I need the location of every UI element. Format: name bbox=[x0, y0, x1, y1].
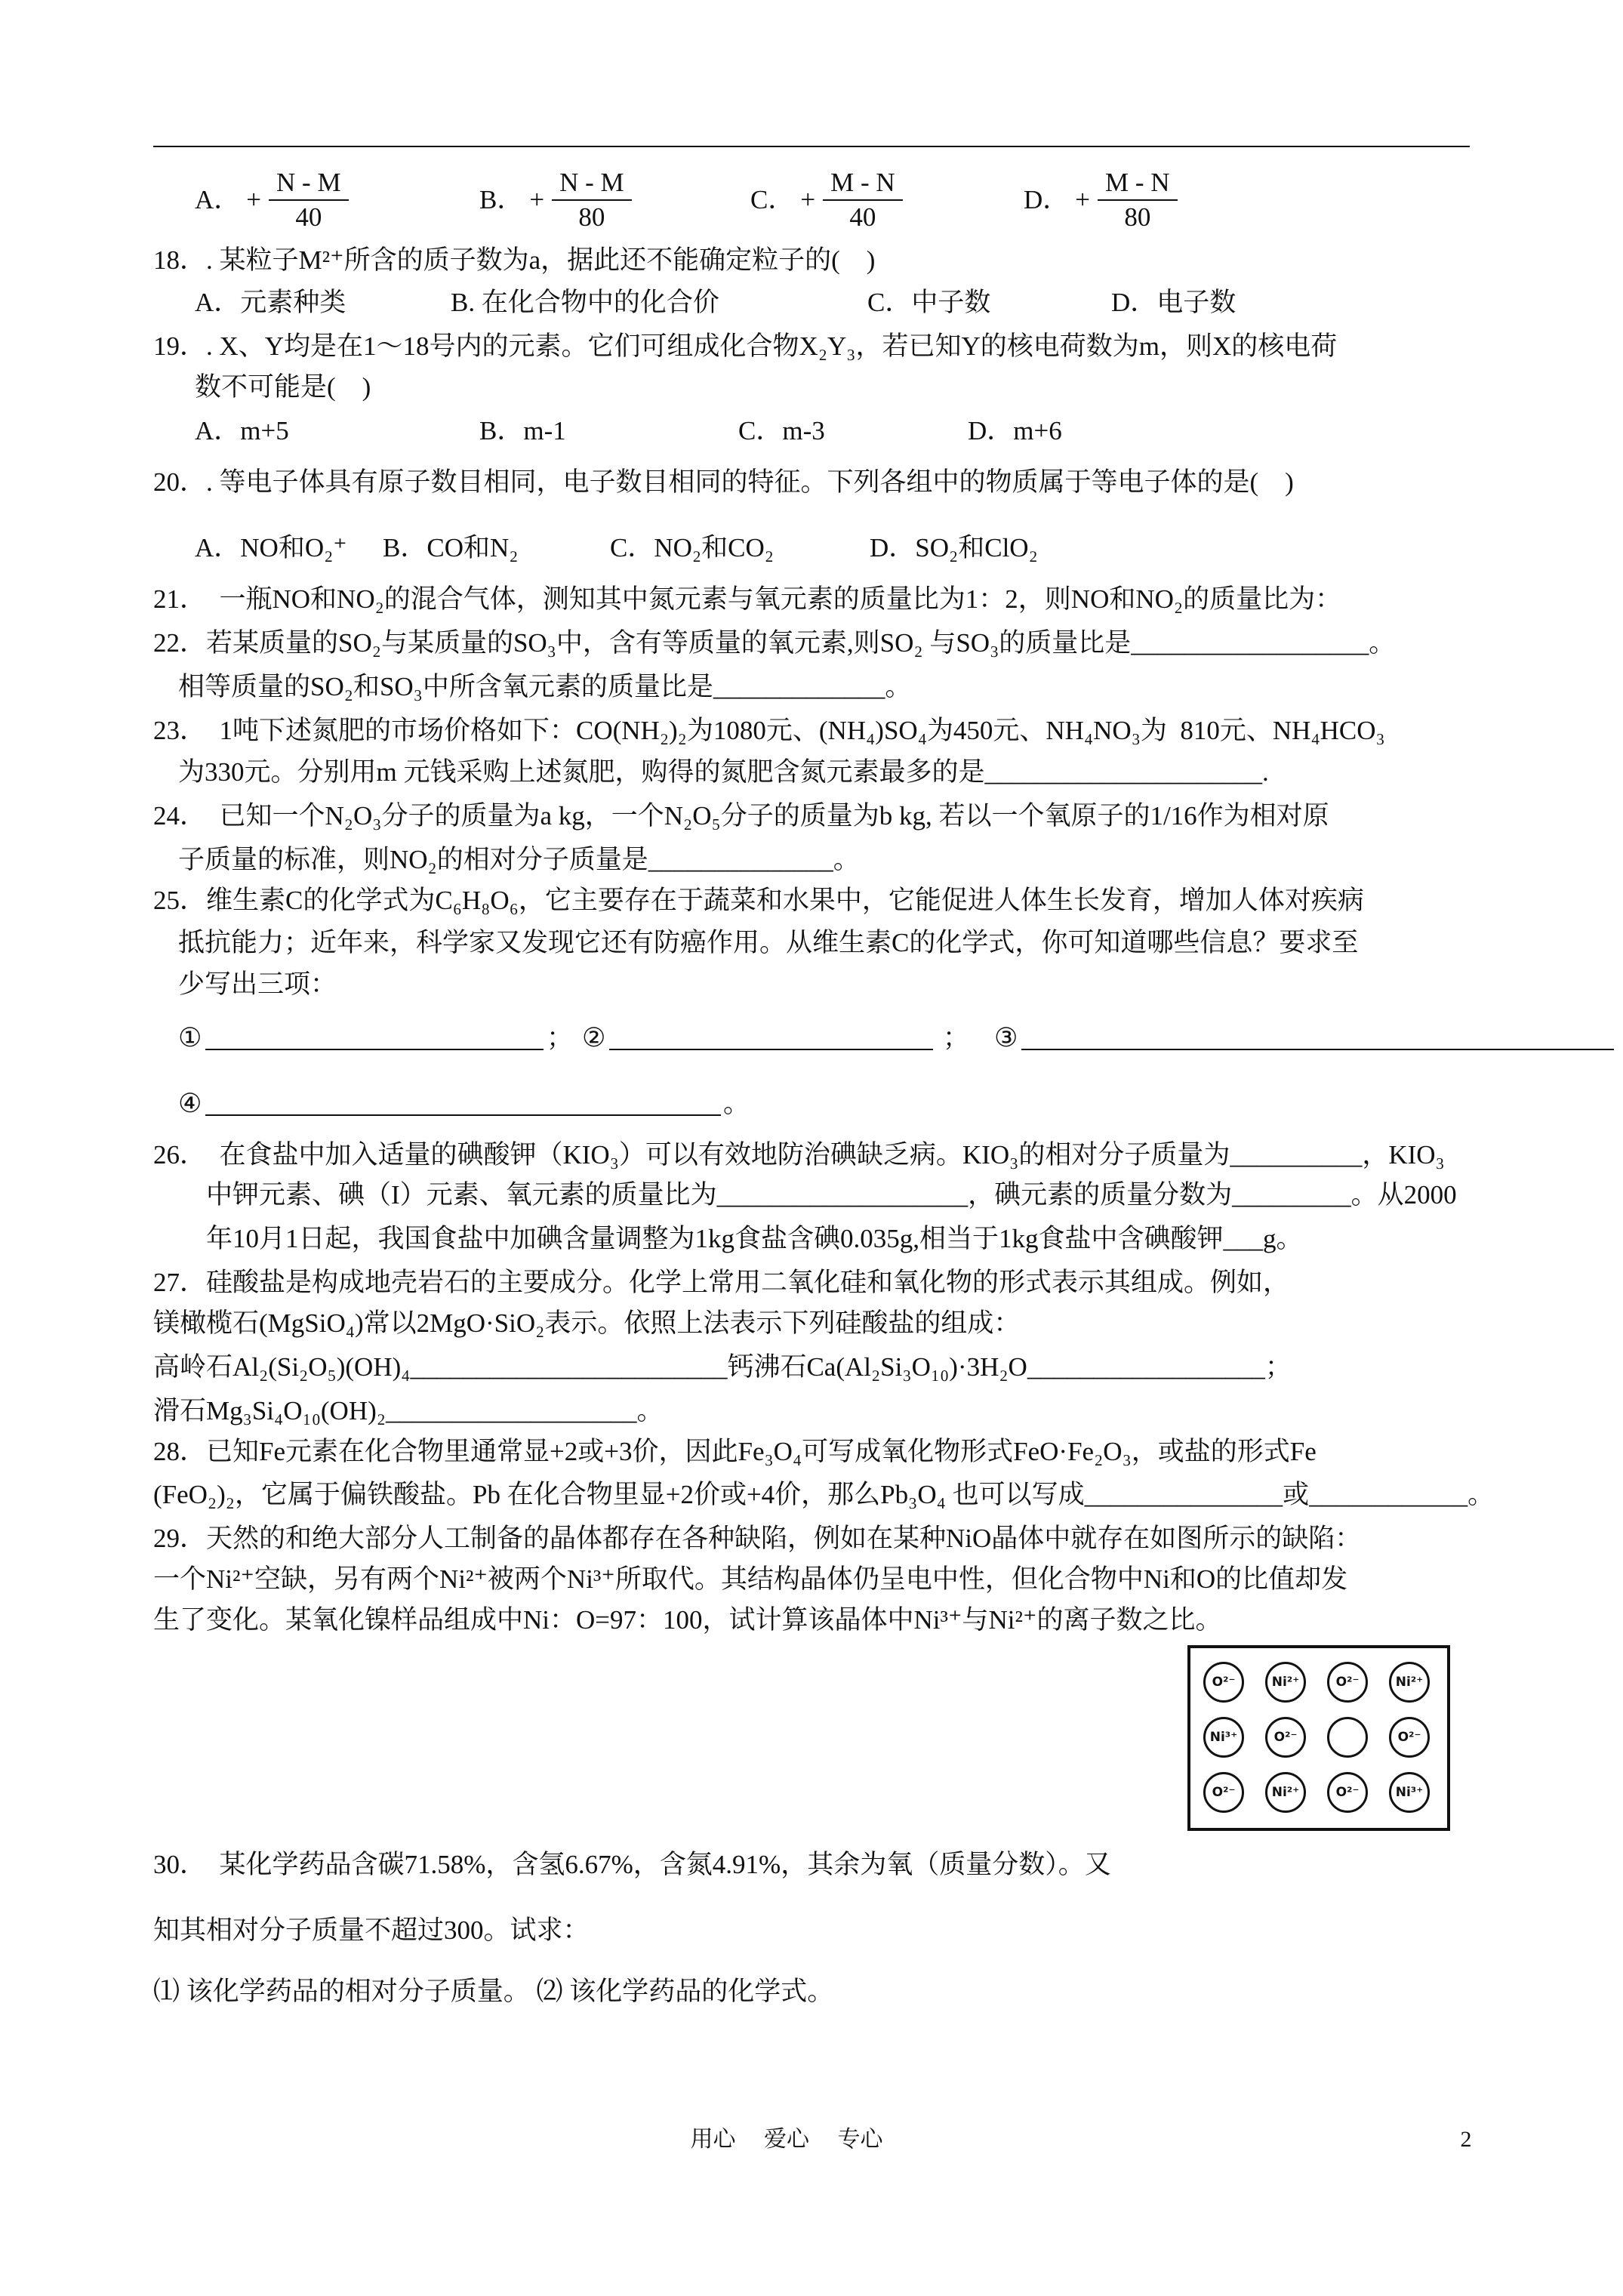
answer-blank-2 bbox=[609, 1023, 933, 1050]
question-19-option-b: B．m-1 bbox=[479, 416, 566, 445]
question-30-line-3: ⑴ 该化学药品的相对分子质量。 ⑵ 该化学药品的化学式。 bbox=[153, 1977, 834, 2006]
question-30-line-2: 知其相对分子质量不超过300。试求： bbox=[153, 1915, 590, 1945]
question-20-option-d: D．SO₂和ClO₂ bbox=[870, 533, 1038, 562]
question-26-line-1: 26． 在食盐中加入适量的碘酸钾（KIO₃）可以有效地防治碘缺乏病。KIO₃的相对分子质量为__________，KIO₃ bbox=[153, 1140, 1445, 1170]
answer-separator-3: 。 bbox=[723, 1089, 750, 1118]
answer-label-2: ② bbox=[582, 1023, 606, 1052]
question-29-line-2: 一个Ni²⁺空缺，另有两个Ni²⁺被两个Ni³⁺所取代。其结构晶体仍呈电中性，但化合物中Ni和O的比值却发 bbox=[153, 1564, 1348, 1594]
question-23-line-1: 23． 1吨下述氮肥的市场价格如下：CO(NH₂)₂为1080元、(NH₄)SO₄为450元、NH₄NO₃为 810元、NH₄HCO₃ bbox=[153, 716, 1385, 745]
fraction-denominator: 40 bbox=[295, 202, 322, 232]
ion-circle: O²⁻ bbox=[1389, 1717, 1430, 1758]
question-18-option-c: C．中子数 bbox=[867, 288, 991, 317]
question-25-line-3: 少写出三项： bbox=[178, 969, 337, 999]
question-19-option-d: D．m+6 bbox=[968, 416, 1062, 445]
question-25-line-2: 抵抗能力；近年来，科学家又发现它还有防癌作用。从维生素C的化学式，你可知道哪些信息？要求至 bbox=[178, 928, 1359, 957]
ion-circle: O²⁻ bbox=[1203, 1662, 1244, 1703]
fraction bbox=[1098, 166, 1178, 234]
question-18-option-b: B. 在化合物中的化合价 bbox=[451, 288, 719, 317]
question-20-option-a: A．NO和O₂⁺ bbox=[195, 533, 347, 562]
header-rule bbox=[153, 146, 1470, 147]
question-20-option-c: C．NO₂和CO₂ bbox=[610, 533, 774, 562]
fraction-numerator: M - N bbox=[1098, 166, 1178, 201]
answer-label-1: ① bbox=[178, 1023, 202, 1052]
fraction-numerator: N - M bbox=[552, 166, 632, 201]
fraction bbox=[269, 166, 349, 234]
ion-circle: Ni³⁺ bbox=[1389, 1772, 1430, 1813]
question-17-option-c bbox=[750, 166, 903, 234]
question-17-option-d bbox=[1024, 166, 1178, 234]
question-17-option-a bbox=[195, 166, 349, 234]
vacancy-circle bbox=[1327, 1717, 1368, 1758]
question-28-line-2: (FeO₂)₂，它属于偏铁酸盐。Pb 在化合物里显+2价或+4价，那么Pb₃O₄ 也可以写成_______________或____________。 bbox=[153, 1480, 1495, 1509]
question-20-option-b: B．CO和N₂ bbox=[383, 533, 519, 562]
answer-label-4: ④ bbox=[178, 1089, 202, 1118]
question-22-line-2: 相等质量的SO₂和SO₃中所含氧元素的质量比是_____________。 bbox=[178, 672, 912, 701]
ion-circle: Ni²⁺ bbox=[1265, 1662, 1306, 1703]
answer-separator-2: ； bbox=[943, 1023, 970, 1052]
question-27-line-4: 滑石Mg₃Si₄O₁₀(OH)₂___________________。 bbox=[153, 1396, 664, 1425]
question-19-stem-line-2: 数不可能是( ) bbox=[195, 372, 371, 402]
question-22-line-1: 22．若某质量的SO₂与某质量的SO₃中，含有等质量的氧元素,则SO₂ 与SO₃的质量比是__________________。 bbox=[153, 628, 1396, 658]
answer-blank-4 bbox=[205, 1089, 721, 1116]
answer-separator-1: ； bbox=[547, 1023, 574, 1052]
question-19-option-c: C．m-3 bbox=[738, 416, 825, 445]
answer-blank-3 bbox=[1021, 1023, 1614, 1050]
ion-circle: Ni³⁺ bbox=[1203, 1717, 1244, 1758]
fraction-numerator: N - M bbox=[269, 166, 349, 201]
option-sign: + bbox=[800, 185, 816, 214]
question-18-option-d: D．电子数 bbox=[1111, 288, 1236, 317]
question-29-line-1: 29．天然的和绝大部分人工制备的晶体都存在各种缺陷，例如在某种NiO晶体中就存在如图所示的缺陷： bbox=[153, 1524, 1362, 1553]
question-26-line-2: 中钾元素、碘（I）元素、氧元素的质量比为___________________，碘元素的质量分数为_________。从2000 bbox=[206, 1180, 1457, 1210]
question-30-line-1: 30． 某化学药品含碳71.58%，含氢6.67%，含氮4.91%，其余为氧（质量分数）。又 bbox=[153, 1850, 1111, 1879]
question-23-line-2: 为330元。分别用m 元钱采购上述氮肥，购得的氮肥含氮元素最多的是_____________________. bbox=[178, 757, 1269, 787]
answer-label-3: ③ bbox=[994, 1023, 1018, 1052]
option-label: A． bbox=[195, 185, 241, 214]
question-18-option-a: A．元素种类 bbox=[195, 288, 346, 317]
question-21-line-1: 21． 一瓶NO和NO₂的混合气体，测知其中氮元素与氧元素的质量比为1：2，则NO和NO₂的质量比为： bbox=[153, 584, 1342, 614]
question-19-option-a: A．m+5 bbox=[195, 416, 289, 445]
question-17-option-b bbox=[479, 166, 632, 234]
ion-circle: O²⁻ bbox=[1327, 1772, 1368, 1813]
question-27-line-3: 高岭石Al₂(Si₂O₅)(OH)₄________________________钙沸石Ca(Al₂Si₃O₁₀)·3H₂O__________________； bbox=[153, 1352, 1292, 1382]
option-label: B． bbox=[479, 185, 524, 214]
fraction-denominator: 40 bbox=[849, 202, 876, 232]
question-20-stem: 20．. 等电子体具有原子数目相同，电子数目相同的特征。下列各组中的物质属于等电子体的是( ) bbox=[153, 467, 1294, 497]
nio-crystal-defect-figure bbox=[1187, 1645, 1450, 1831]
question-29-line-3: 生了变化。某氧化镍样品组成中Ni：O=97：100，试计算该晶体中Ni³⁺与Ni²⁺的离子数之比。 bbox=[153, 1605, 1222, 1635]
ion-circle: O²⁻ bbox=[1265, 1717, 1306, 1758]
footer-motto: 用心 爱心 专心 bbox=[690, 2127, 883, 2152]
ion-circle: O²⁻ bbox=[1327, 1662, 1368, 1703]
page-number: 2 bbox=[1460, 2127, 1472, 2152]
question-27-line-2: 镁橄榄石(MgSiO₄)常以2MgO·SiO₂表示。依照上法表示下列硅酸盐的组成： bbox=[153, 1308, 1021, 1338]
option-sign: + bbox=[529, 185, 545, 214]
fraction bbox=[552, 166, 632, 234]
answer-blank-1 bbox=[205, 1023, 544, 1050]
question-19-stem-line-1: 19．. X、Y均是在1～18号内的元素。它们可组成化合物X₂Y₃，若已知Y的核电荷数为m，则X的核电荷 bbox=[153, 331, 1338, 361]
question-25-line-1: 25．维生素C的化学式为C₆H₈O₆，它主要存在于蔬菜和水果中，它能促进人体生长发育，增加人体对疾病 bbox=[153, 886, 1364, 915]
ion-grid bbox=[1203, 1662, 1447, 1813]
ion-circle: Ni²⁺ bbox=[1389, 1662, 1430, 1703]
fraction-numerator: M - N bbox=[823, 166, 903, 201]
option-sign: + bbox=[246, 185, 262, 214]
question-24-line-2: 子质量的标准，则NO₂的相对分子质量是______________。 bbox=[178, 845, 860, 874]
option-label: C． bbox=[750, 185, 795, 214]
question-27-line-1: 27．硅酸盐是构成地壳岩石的主要成分。化学上常用二氧化硅和氧化物的形式表示其组成。例如， bbox=[153, 1268, 1290, 1297]
option-sign: + bbox=[1075, 185, 1091, 214]
question-18-stem: 18．. 某粒子M²⁺所含的质子数为a，据此还不能确定粒子的( ) bbox=[153, 245, 876, 275]
fraction bbox=[823, 166, 903, 234]
question-28-line-1: 28．已知Fe元素在化合物里通常显+2或+3价，因此Fe₃O₄可写成氧化物形式FeO·Fe₂O₃，或盐的形式Fe bbox=[153, 1437, 1317, 1466]
fraction-denominator: 80 bbox=[578, 202, 605, 232]
ion-circle: O²⁻ bbox=[1203, 1772, 1244, 1813]
question-26-line-3: 年10月1日起，我国食盐中加碘含量调整为1kg食盐含碘0.035g,相当于1kg食盐中含碘酸钾___g。 bbox=[206, 1224, 1303, 1253]
fraction-denominator: 80 bbox=[1124, 202, 1151, 232]
ion-circle: Ni²⁺ bbox=[1265, 1772, 1306, 1813]
question-24-line-1: 24． 已知一个N₂O₃分子的质量为a kg，一个N₂O₅分子的质量为b kg, 若以一个氧原子的1/16作为相对原 bbox=[153, 801, 1329, 831]
option-label: D． bbox=[1024, 185, 1070, 214]
